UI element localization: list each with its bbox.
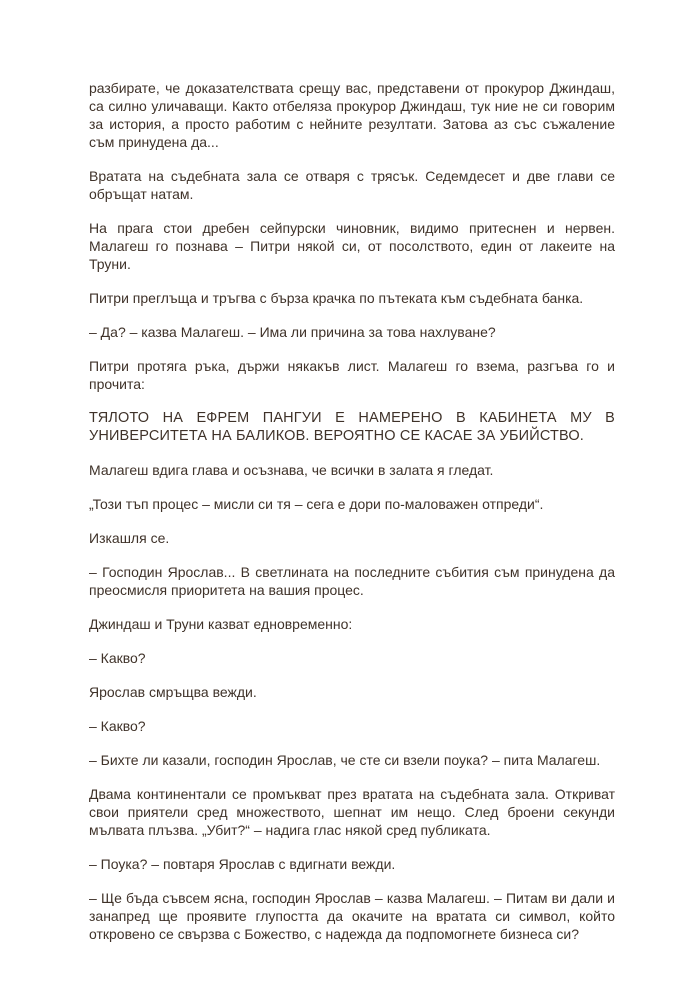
paragraph-17: Двама континентали се промъкват през вратата на съдебната зала. Откриват свои приятели сред множеството, шепнат им нещо. След броени секунди мълвата плъзва. „Убит?“ – надига глас някой сред публиката. <box>89 786 615 838</box>
paragraph-4: Питри преглъща и тръгва с бърза крачка по пътеката към съдебната банка. <box>89 290 584 306</box>
paragraph-6: Питри протяга ръка, държи някакъв лист. Малагеш го взема, разгъва го и прочита: <box>89 358 615 392</box>
paragraph-18: – Поука? – повтаря Ярослав с вдигнати вежди. <box>89 856 396 872</box>
paragraph-2: Вратата на съдебната зала се отваря с трясък. Седемдесет и две глави се обръщат натам. <box>89 168 615 202</box>
paragraph-19: – Ще бъда съвсем ясна, господин Ярослав – казва Малагеш. – Питам ви дали и занапред ще проявите глупостта да окачите на вратата си символ, който откровено се свързва с Божество, с надежда да подпомогнете бизнеса си? <box>89 890 615 942</box>
paragraph-15: – Какво? <box>89 718 146 734</box>
paragraph-8: Малагеш вдига глава и осъзнава, че всички в залата я гледат. <box>89 462 494 478</box>
paragraph-12: Джиндаш и Труни казват едновременно: <box>89 616 353 632</box>
paragraph-10: Изкашля се. <box>89 530 170 546</box>
paragraph-1: разбирате, че доказателствата срещу вас, представени от прокурор Джиндаш, са силно уличаващи. Както отбеляза прокурор Джиндаш, тук ние не си говорим за история, а просто работим с нейните резултати. Затова аз със съжаление съм принудена да... <box>89 80 615 150</box>
paragraph-5: – Да? – казва Малагеш. – Има ли причина за това нахлуване? <box>89 324 496 340</box>
paragraph-16: – Бихте ли казали, господин Ярослав, че сте си взели поука? – пита Малагеш. <box>89 752 601 768</box>
paragraph-11: – Господин Ярослав... В светлината на последните събития съм принудена да преосмисля приоритета на вашия процес. <box>89 564 615 598</box>
paragraph-14: Ярослав смръщва вежди. <box>89 684 257 700</box>
paragraph-13: – Какво? <box>89 650 146 666</box>
document-body <box>89 79 615 959</box>
paragraph-3: На прага стои дребен сейпурски чиновник, видимо притеснен и нервен. Малагеш го познава – Питри някой си, от посолството, един от лакеите на Труни. <box>89 220 615 272</box>
paragraph-9: „Този тъп процес – мисли си тя – сега е дори по-маловажен отпреди“. <box>89 496 544 512</box>
note-headline: ТЯЛОТО НА ЕФРЕМ ПАНГУИ Е НАМЕРЕНО В КАБИНЕТА МУ В УНИВЕРСИТЕТА НА БАЛИКОВ. ВЕРОЯТНО СЕ КАСАЕ ЗА УБИЙСТВО. <box>89 410 615 444</box>
